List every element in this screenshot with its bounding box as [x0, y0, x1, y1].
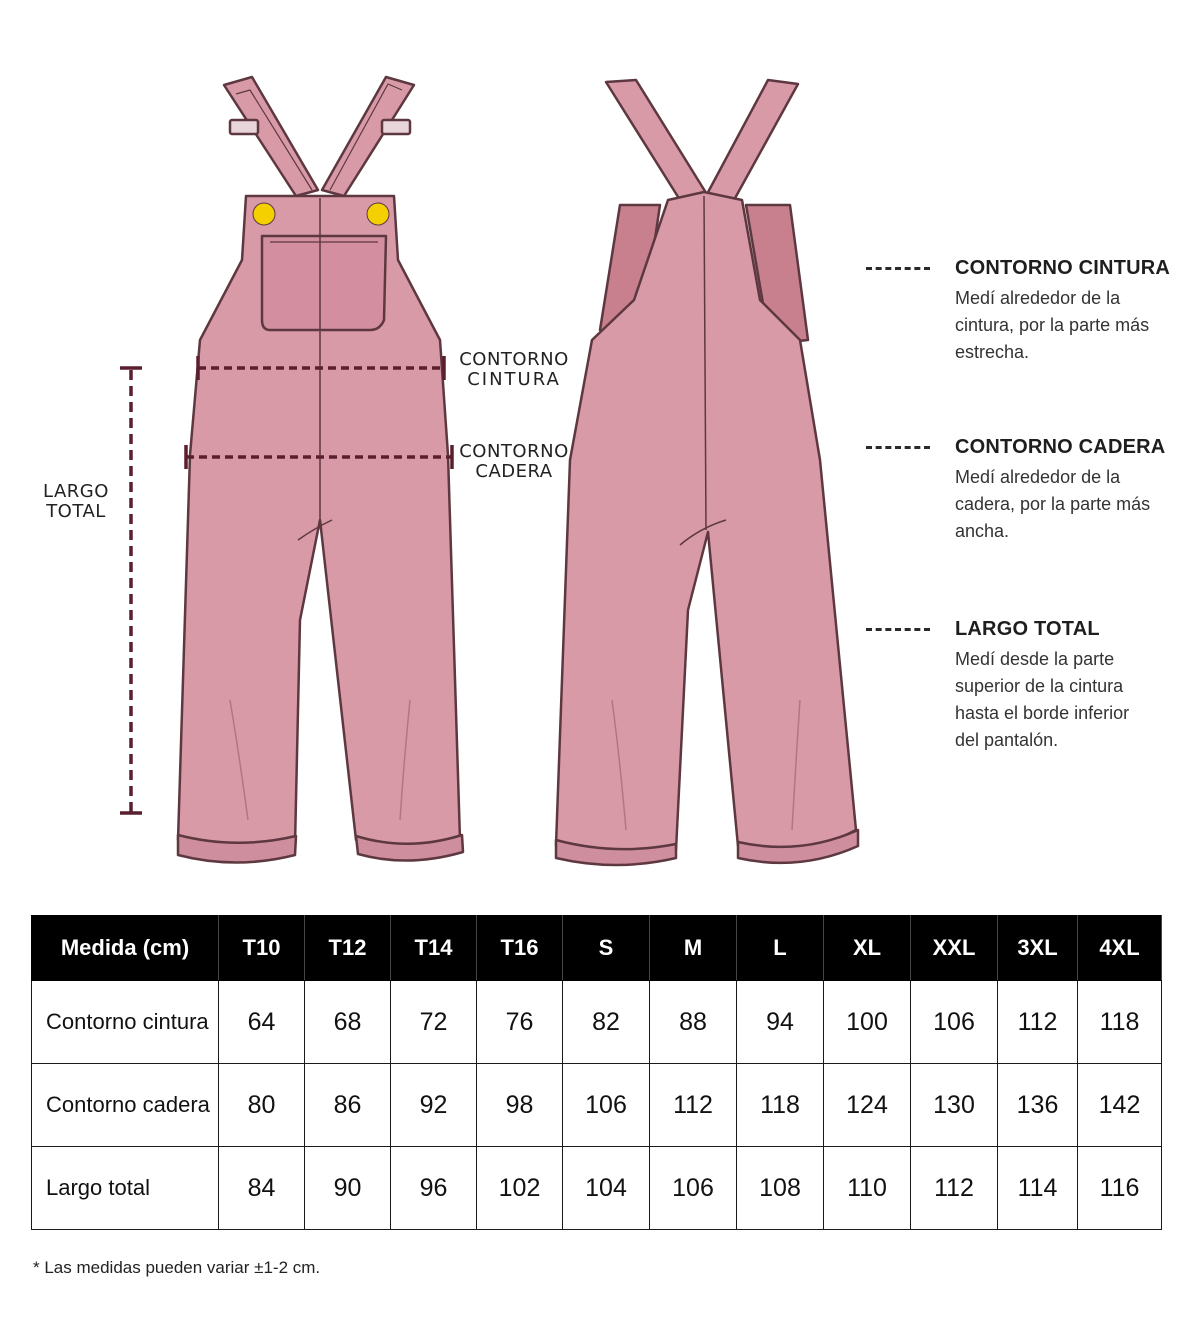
- header-cell-size: T10: [219, 916, 305, 981]
- table-cell: 130: [911, 1064, 998, 1147]
- diagram-label-cintura-line2: CINTURA: [467, 369, 561, 390]
- table-cell: 98: [477, 1064, 563, 1147]
- overalls-back-view: [556, 80, 858, 865]
- row-label: Contorno cadera: [32, 1064, 219, 1147]
- diagram-label-cintura: [455, 350, 573, 390]
- legend-dash-line: [866, 267, 930, 270]
- legend-description: Medí alrededor de la cintura, por la parte más estrecha.: [955, 288, 1150, 362]
- left-bib-button: [253, 203, 275, 225]
- table-cell: 118: [737, 1064, 824, 1147]
- table-row: [32, 1147, 1162, 1230]
- table-cell: 80: [219, 1064, 305, 1147]
- table-cell: 142: [1078, 1064, 1162, 1147]
- header-cell-size: XXL: [911, 916, 998, 981]
- table-cell: 68: [305, 981, 391, 1064]
- diagram-label-cadera-line1: CONTORNO: [459, 441, 569, 462]
- row-label: Largo total: [32, 1147, 219, 1230]
- legend-dash-line: [866, 446, 930, 449]
- header-cell-size: S: [563, 916, 650, 981]
- table-cell: 94: [737, 981, 824, 1064]
- table-cell: 82: [563, 981, 650, 1064]
- table-header-row: [32, 916, 1162, 981]
- table-cell: 114: [998, 1147, 1078, 1230]
- legend-title: CONTORNO CADERA: [955, 436, 1166, 458]
- table-cell: 108: [737, 1147, 824, 1230]
- table-cell: 112: [998, 981, 1078, 1064]
- table-cell: 84: [219, 1147, 305, 1230]
- table-cell: 88: [650, 981, 737, 1064]
- legend-title: CONTORNO CINTURA: [955, 257, 1171, 279]
- header-cell-size: T12: [305, 916, 391, 981]
- diagram-label-largo-line2: TOTAL: [46, 501, 106, 522]
- header-cell-size: XL: [824, 916, 911, 981]
- table-cell: 64: [219, 981, 305, 1064]
- table-cell: 104: [563, 1147, 650, 1230]
- table-cell: 106: [911, 981, 998, 1064]
- header-cell-size: M: [650, 916, 737, 981]
- diagram-label-cadera: [455, 442, 573, 482]
- header-cell-size: 3XL: [998, 916, 1078, 981]
- diagram-label-cadera-line2: CADERA: [475, 461, 553, 482]
- table-cell: 110: [824, 1147, 911, 1230]
- right-bib-button: [367, 203, 389, 225]
- table-cell: 112: [650, 1064, 737, 1147]
- table-row: [32, 1064, 1162, 1147]
- table-cell: 106: [650, 1147, 737, 1230]
- header-cell-size: T14: [391, 916, 477, 981]
- size-table: [31, 915, 1162, 1230]
- table-cell: 90: [305, 1147, 391, 1230]
- table-cell: 118: [1078, 981, 1162, 1064]
- table-cell: 102: [477, 1147, 563, 1230]
- header-cell-size: 4XL: [1078, 916, 1162, 981]
- header-cell-size: T16: [477, 916, 563, 981]
- diagram-label-largo-line1: LARGO: [43, 481, 109, 502]
- left-strap-buckle: [230, 120, 258, 134]
- table-cell: 106: [563, 1064, 650, 1147]
- header-cell-measure: Medida (cm): [32, 916, 219, 981]
- legend-description: Medí alrededor de la cadera, por la parte más ancha.: [955, 467, 1151, 541]
- diagram-label-largo: [36, 482, 116, 522]
- footnote: * Las medidas pueden variar ±1-2 cm.: [33, 1258, 321, 1277]
- table-cell: 136: [998, 1064, 1078, 1147]
- table-cell: 100: [824, 981, 911, 1064]
- table-row: [32, 981, 1162, 1064]
- header-cell-size: L: [737, 916, 824, 981]
- table-cell: 96: [391, 1147, 477, 1230]
- row-label: Contorno cintura: [32, 981, 219, 1064]
- diagram-label-cintura-line1: CONTORNO: [459, 349, 569, 370]
- table-cell: 86: [305, 1064, 391, 1147]
- legend-title: LARGO TOTAL: [955, 618, 1100, 640]
- table-cell: 92: [391, 1064, 477, 1147]
- overalls-front-view: [178, 77, 463, 863]
- table-cell: 116: [1078, 1147, 1162, 1230]
- table-cell: 112: [911, 1147, 998, 1230]
- legend-description: Medí desde la parte superior de la cintura hasta el borde inferior del pantalón.: [955, 649, 1130, 750]
- table-cell: 76: [477, 981, 563, 1064]
- legend-dash-line: [866, 628, 930, 631]
- table-cell: 124: [824, 1064, 911, 1147]
- right-strap-buckle: [382, 120, 410, 134]
- table-cell: 72: [391, 981, 477, 1064]
